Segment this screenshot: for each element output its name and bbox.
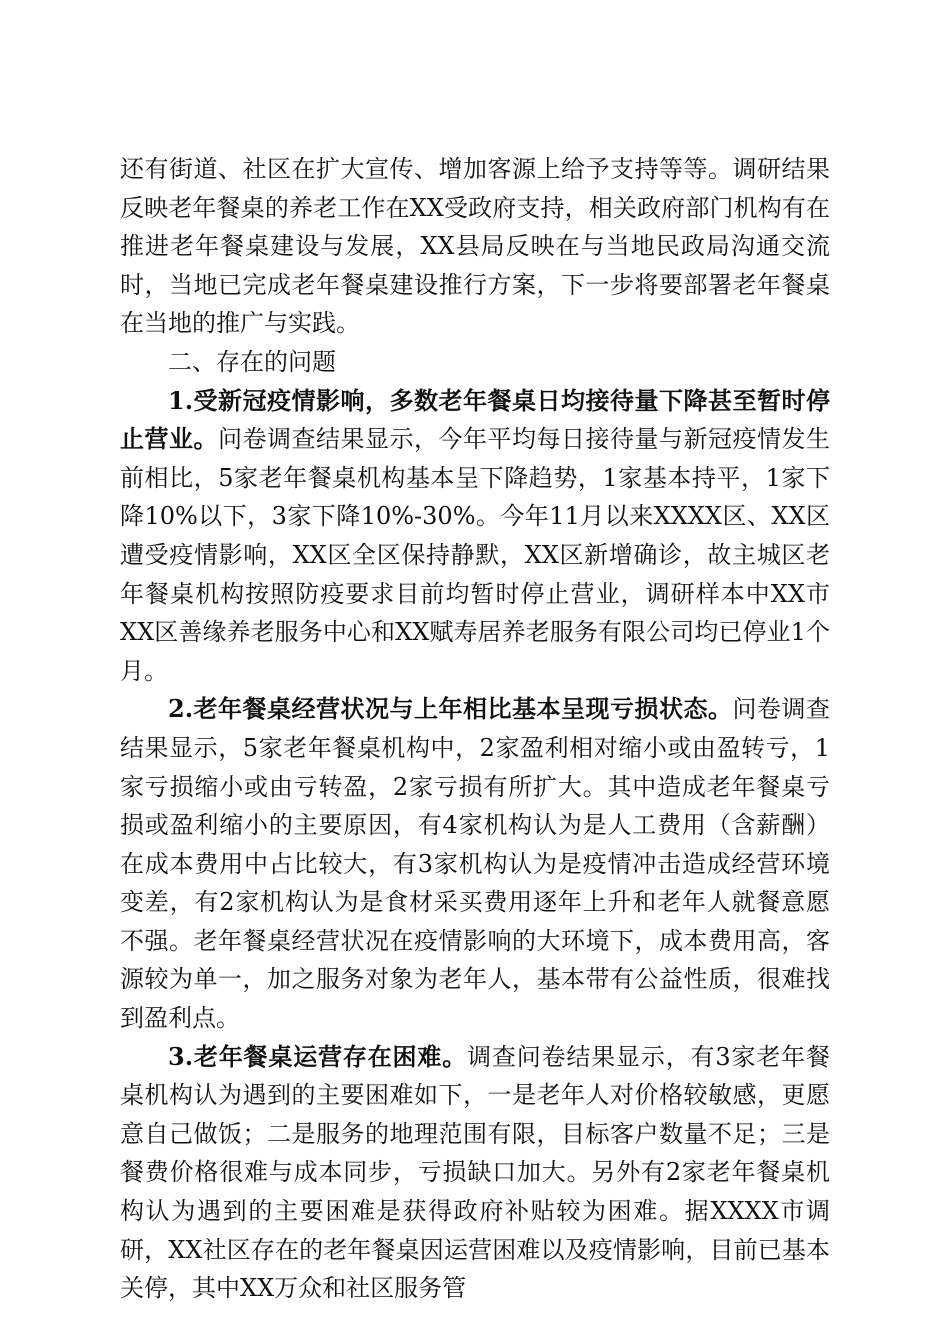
problem-title-2: 2.老年餐桌经营状况与上年相比基本呈现亏损状态。 xyxy=(168,694,733,724)
problem-title-1: 1.受新冠疫情影响，多数老年餐桌日均接待量下降甚至暂时停止营业。 xyxy=(120,385,830,454)
document-body xyxy=(120,150,830,1308)
problem-paragraph-3 xyxy=(120,1038,830,1308)
problem-body-1: 问卷调查结果显示，今年平均每日接待量与新冠疫情发生前相比，5家老年餐桌机构基本呈下降趋势，1家基本持平，1家下降10%以下，3家下降10%-30%。今年11月以来XXXX区、XX区遭受疫情影响，XX区全区保持静默，XX区新增确诊，故主城区老年餐桌机构按照防疫要求目前均暂时停止营业，调研样本中XX市XX区善缘养老服务中心和XX赋寿居养老服务有限公司均已停业1个月。 xyxy=(120,425,830,685)
intro-paragraph: 还有街道、社区在扩大宣传、增加客源上给予支持等等。调研结果反映老年餐桌的养老工作在XX受政府支持，相关政府部门机构有在推进老年餐桌建设与发展，XX县局反映在与当地民政局沟通交流时，当地已完成老年餐桌建设推行方案，下一步将要部署老年餐桌在当地的推广与实践。 xyxy=(120,155,830,338)
section-heading: 二、存在的问题 xyxy=(168,347,336,376)
problem-paragraph-1 xyxy=(120,382,830,691)
problem-title-3: 3.老年餐桌运营存在困难。 xyxy=(168,1041,468,1071)
problem-body-2: 问卷调查结果显示，5家老年餐桌机构中，2家盈利相对缩小或由盈转亏，1家亏损缩小或由亏转盈，2家亏损有所扩大。其中造成老年餐桌亏损或盈利缩小的主要原因，有4家机构认为是人工费用（含薪酬）在成本费用中占比较大，有3家机构认为是疫情冲击造成经营环境变差，有2家机构认为是食材采买费用逐年上升和老年人就餐意愿不强。老年餐桌经营状况在疫情影响的大环境下，成本费用高，客源较为单一，加之服务对象为老年人，基本带有公益性质，很难找到盈利点。 xyxy=(120,695,830,1033)
problem-paragraph-2 xyxy=(120,690,830,1037)
problem-body-3: 调查问卷结果显示，有3家老年餐桌机构认为遇到的主要困难如下，一是老年人对价格较敏感，更愿意自己做饭；二是服务的地理范围有限，目标客户数量不足；三是餐费价格很难与成本同步，亏损缺口加大。另外有2家老年餐桌机构认为遇到的主要困难是获得政府补贴较为困难。据XXXX市调研，XX社区存在的老年餐桌因运营困难以及疫情影响，目前已基本关停，其中XX万众和社区服务管 xyxy=(120,1042,830,1303)
